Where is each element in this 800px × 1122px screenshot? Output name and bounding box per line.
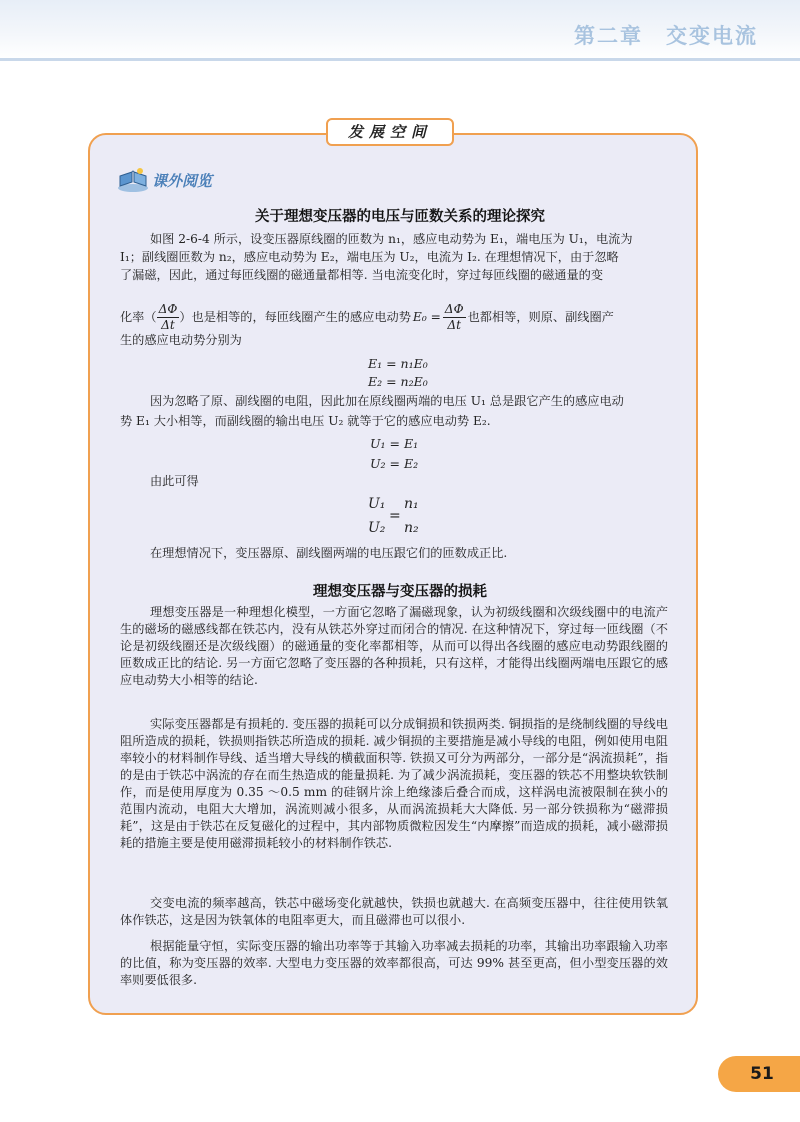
s1-line-after: 生的感应电动势分别为 xyxy=(120,333,242,347)
e0-fraction xyxy=(443,302,466,333)
equation-e1: E₁ = n₁E₀ xyxy=(368,356,428,371)
ratio-equals: = xyxy=(389,508,401,524)
rate-frac-den: Δt xyxy=(161,318,175,332)
ratio-n2: n₂ xyxy=(404,520,419,536)
s2-paragraph-2: 实际变压器都是有损耗的. 变压器的损耗可以分成铜损和铁损两类. 铜损指的是绕制线圈的导线电阻所造成的损耗，铁损则指铁芯所造成的损耗. 减少铜损的主要措施是减小导线的电阻，例如使用电阻率较小的材料制作导线、适当增大导线的横截面积等. 铁损又可分为两部分，一部分是“涡流损耗”，指的是由于铁芯中涡流的存在而生热造成的能量损耗. 为了减少涡流损耗，变压器的铁芯不用整块软铁制作，而是使用厚度为 0.35 ～0.5 mm 的硅钢片涂上绝缘漆后叠合而成，这样涡电流被限制在狭小的范围内流动，电阻大大增加，涡流则减小很多，从而涡流损耗大大降低. 另一部分铁损称为“磁滞损耗”，这是由于铁芯在反复磁化的过程中，其内部物质微粒因发生“内摩擦”而造成的损耗，减小磁滞损耗的措施主要是使用磁滞损耗较小的材料制作铁芯. xyxy=(120,717,668,850)
s1-p2-line-1: 因为忽略了原、副线圈的电阻，因此加在原线圈两端的电压 U₁ 总是跟它产生的感应电动 xyxy=(150,394,624,408)
e0-symbol: E₀ = xyxy=(412,310,441,324)
book-icon xyxy=(116,166,150,194)
ratio-n1: n₁ xyxy=(404,496,419,512)
s1-rate-line xyxy=(120,302,614,333)
equation-e2: E₂ = n₂E₀ xyxy=(368,374,428,389)
s1-line-3: 了漏磁，因此，通过每匝线圈的磁通量都相等. 当电流变化时，穿过每匝线圈的磁通量的变 xyxy=(120,268,604,282)
section-title-1: 关于理想变压器的电压与匝数关系的理论探究 xyxy=(255,209,545,225)
s1-conclusion: 在理想情况下，变压器原、副线圈两端的电压跟它们的匝数成正比. xyxy=(150,546,508,560)
therefore-text: 由此可得 xyxy=(150,474,199,488)
rate-text-a: 化率（ xyxy=(120,310,157,324)
s2-paragraph-1: 理想变压器是一种理想化模型，一方面它忽略了漏磁现象，认为初级线圈和次级线圈中的电流产生的磁场的磁感线都在铁芯内，没有从铁芯外穿过而闭合的情况. 在这种情况下，穿过每一匝线圈（不论是初级线圈还是次级线圈）的磁通量的变化率都相等，从而可以得出各线圈的感应电动势跟线圈的匝数成正比的结论. 另一方面它忽略了变压器的各种损耗，只有这样，才能得出线圈两端电压跟它的感应电动势大小相等的结论. xyxy=(120,605,668,687)
extra-reading-text: 课外阅览 xyxy=(152,171,213,190)
section-title-2: 理想变压器与变压器的损耗 xyxy=(313,584,487,600)
ratio-u1: U₁ xyxy=(368,496,386,512)
page-number: 51 xyxy=(718,1056,800,1092)
e0-frac-den: Δt xyxy=(447,318,462,332)
e0-frac-num: ΔΦ xyxy=(444,302,464,316)
equation-u1: U₁ = E₁ xyxy=(370,436,419,451)
ratio-u2: U₂ xyxy=(368,520,386,536)
extra-reading-label xyxy=(116,165,212,195)
box-tab-label: 发展空间 xyxy=(326,118,454,146)
header-rule xyxy=(0,58,800,61)
rate-text-c: 也都相等，则原、副线圈产 xyxy=(467,310,614,324)
rate-text-b: ）也是相等的，每匝线圈产生的感应电动势 xyxy=(179,310,411,324)
s2-paragraph-3: 交变电流的频率越高，铁芯中磁场变化就越快，铁损也就越大. 在高频变压器中，往往使用铁氧体作铁芯，这是因为铁氧体的电阻率更大，而且磁滞也可以很小. xyxy=(120,896,668,927)
s1-line-1: 如图 2-6-4 所示，设变压器原线圈的匝数为 n₁，感应电动势为 E₁，端电压为 U₁，电流为 xyxy=(150,232,633,246)
s2-paragraph-4: 根据能量守恒，实际变压器的输出功率等于其输入功率减去损耗的功率，其输出功率跟输入功率的比值，称为变压器的效率. 大型电力变压器的效率都很高，可达 99% 甚至更高，但小型变压器的效率则要低很多. xyxy=(120,939,668,987)
rate-fraction xyxy=(157,302,180,333)
s1-line-2: I₁；副线圈匝数为 n₂，感应电动势为 E₂，端电压为 U₂，电流为 I₂. 在理想情况下，由于忽略 xyxy=(120,250,619,264)
s1-p2-line-2: 势 E₁ 大小相等，而副线圈的输出电压 U₂ 就等于它的感应电动势 E₂. xyxy=(120,414,491,428)
equation-u2: U₂ = E₂ xyxy=(370,456,419,471)
chapter-title: 第二章 交变电流 xyxy=(574,24,758,48)
rate-frac-num: ΔΦ xyxy=(158,302,178,316)
